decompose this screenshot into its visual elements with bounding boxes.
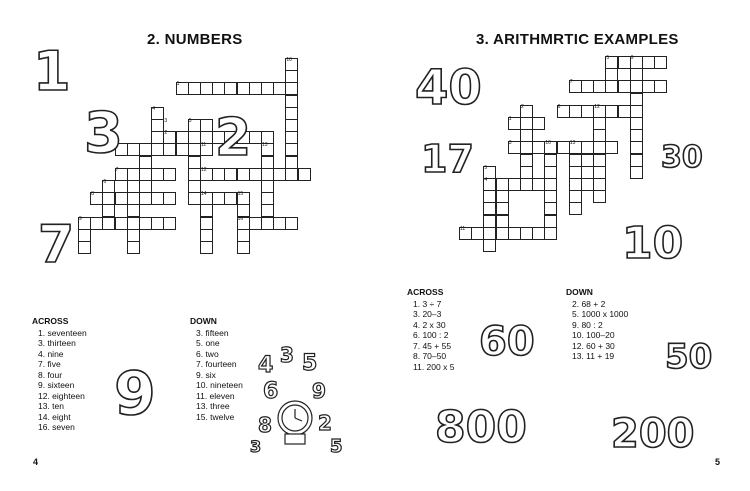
cell-number: 2 xyxy=(521,103,524,110)
cell-number: 11 xyxy=(201,142,207,149)
svg-text:8: 8 xyxy=(258,413,272,437)
cell-number: 10 xyxy=(286,57,292,63)
cell-number: 7 xyxy=(115,166,119,173)
clue-item: 4. 2 x 30 xyxy=(413,319,446,330)
svg-text:2: 2 xyxy=(318,411,332,435)
number-ten-icon: 10 xyxy=(622,218,684,269)
down-clues xyxy=(566,287,628,362)
clue-item: 7. five xyxy=(38,359,61,369)
digit-three-icon: 3 xyxy=(84,101,123,166)
digit-nine-icon: 9 xyxy=(114,359,156,429)
clue-item: 9. 80 : 2 xyxy=(572,319,603,330)
page-number: 5 xyxy=(714,457,720,467)
clue-item: 12. eighteen xyxy=(38,390,85,401)
clock-illustration-icon xyxy=(250,343,343,457)
cell-number: 11 xyxy=(460,225,466,232)
svg-text:5: 5 xyxy=(330,436,343,457)
clue-item: 5. one xyxy=(196,338,220,348)
number-eight-hundred-icon: 800 xyxy=(435,402,527,453)
right-page xyxy=(375,0,750,491)
cell-number: 1 xyxy=(176,81,180,88)
cell-number: 9 xyxy=(630,55,634,61)
cell-number: 9 xyxy=(79,215,82,222)
digit-seven-icon: 7 xyxy=(38,215,75,275)
clue-item: 8. 70–50 xyxy=(413,351,447,361)
cell-number: 4 xyxy=(152,105,155,112)
digit-two-icon: 2 xyxy=(215,108,252,168)
cell-number: 5 xyxy=(606,55,610,61)
cell-number: 3 xyxy=(508,140,512,147)
across-heading: ACROSS xyxy=(32,316,69,326)
cell-number: 3 xyxy=(164,118,168,124)
clue-item: 9. sixteen xyxy=(38,380,75,390)
clue-item: 12. 60 + 30 xyxy=(572,340,615,351)
down-heading: DOWN xyxy=(566,287,593,297)
clue-item: 7. fourteen xyxy=(196,359,237,369)
cell-number: 13 xyxy=(569,140,576,147)
clue-item: 1. 3 ÷ 7 xyxy=(413,298,442,309)
clue-item: 13. 11 + 19 xyxy=(572,351,615,361)
clue-item: 13. three xyxy=(196,401,230,411)
clue-item: 11. eleven xyxy=(196,390,235,401)
clue-item: 5. 1000 x 1000 xyxy=(572,309,629,319)
clue-item: 3. fifteen xyxy=(196,327,229,338)
cell-number: 5 xyxy=(484,164,488,171)
number-seventeen-icon: 17 xyxy=(421,137,474,181)
number-thirty-icon: 30 xyxy=(661,140,703,175)
cell-number: 8 xyxy=(91,191,94,198)
cell-number: 10 xyxy=(545,140,551,147)
cell-number: 4 xyxy=(484,177,488,183)
cell-number: 12 xyxy=(201,166,207,173)
clue-item: 13. ten xyxy=(38,401,64,411)
number-sixty-icon: 60 xyxy=(479,319,535,365)
cell-number: 6 xyxy=(103,179,107,185)
number-forty-icon: 40 xyxy=(415,60,482,116)
cell-number: 7 xyxy=(569,79,573,86)
across-clues xyxy=(407,287,454,372)
clue-item: 16. seven xyxy=(38,422,75,432)
digit-one-icon: 1 xyxy=(33,40,71,103)
decorative-numbers-right xyxy=(375,0,750,491)
page-title: 3. ARITHMRTIC EXAMPLES xyxy=(476,31,679,48)
clue-item: 11. 200 x 5 xyxy=(413,361,455,372)
down-heading: DOWN xyxy=(190,316,217,326)
svg-text:5: 5 xyxy=(302,351,318,376)
svg-text:9: 9 xyxy=(312,379,326,403)
clue-item: 10. 100–20 xyxy=(572,330,615,340)
cell-number: 5 xyxy=(188,118,192,124)
svg-text:4: 4 xyxy=(258,353,274,378)
clue-item: 7. 45 + 55 xyxy=(413,340,452,351)
clue-item: 6. two xyxy=(196,348,219,359)
svg-text:6: 6 xyxy=(263,379,279,404)
clue-item: 10. nineteen xyxy=(196,380,243,390)
cell-number: 12 xyxy=(594,103,600,110)
cell-number: 16 xyxy=(237,215,244,222)
clue-item: 3. 20–3 xyxy=(413,309,442,319)
across-clues xyxy=(32,316,87,433)
cell-number: 1 xyxy=(508,116,512,122)
clue-item: 15. twelve xyxy=(196,411,235,422)
page-number: 4 xyxy=(33,457,39,467)
cell-number: 2 xyxy=(164,130,168,137)
clue-item: 14. eight xyxy=(38,411,71,422)
cell-number: 6 xyxy=(557,103,561,110)
svg-text:3: 3 xyxy=(250,437,262,456)
clue-item: 1. seventeen xyxy=(38,327,87,338)
cell-number: 13 xyxy=(262,142,268,149)
number-two-hundred-icon: 200 xyxy=(611,411,695,457)
clue-item: 9. six xyxy=(196,369,216,380)
svg-text:3: 3 xyxy=(280,343,294,367)
down-clues xyxy=(190,316,243,422)
clue-item: 3. thirteen xyxy=(38,338,76,348)
clue-item: 8. four xyxy=(38,369,63,380)
number-fifty-icon: 50 xyxy=(665,337,713,377)
clue-item: 2. 68 + 2 xyxy=(572,298,606,309)
across-heading: ACROSS xyxy=(407,287,444,297)
page-title: 2. NUMBERS xyxy=(147,31,243,48)
cell-number: 15 xyxy=(237,191,244,198)
cell-number: 14 xyxy=(201,191,207,198)
clue-item: 4. nine xyxy=(38,348,64,359)
clue-item: 6. 100 : 2 xyxy=(413,330,449,340)
